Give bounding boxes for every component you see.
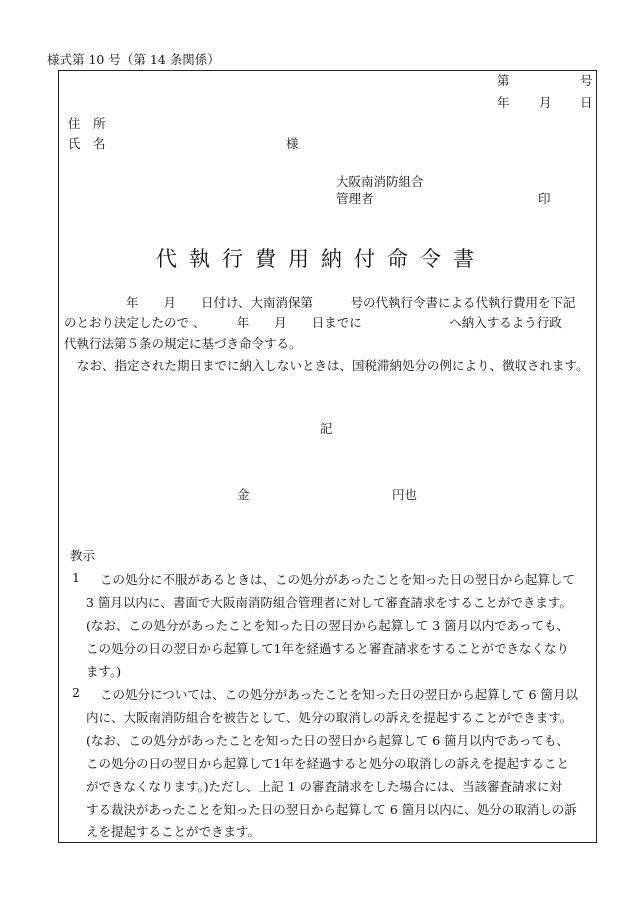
issuer-org: 大阪南消防組合	[336, 174, 424, 189]
notice-item-2-line-1: この処分については、この処分があったことを知った日の翌日から起算して 6 箇月以	[100, 687, 579, 702]
notice-item-1-number: 1	[72, 570, 80, 585]
amount-unit: 円也	[392, 487, 418, 502]
notice-item-1-line-5: ます。)	[86, 664, 122, 679]
issuer-title: 管理者	[336, 191, 374, 206]
notice-item-1-line-3: (なお、この処分があったことを知った日の翌日から起算して 3 箇月以内であっても、	[86, 618, 570, 633]
notice-item-2-line-4: この処分の日の翌日から起算して1年を経過すると処分の取消しの訴えを提起すること	[86, 756, 569, 771]
number-prefix: 第	[497, 73, 510, 88]
body-line-3: 代執行法第５条の規定に基づき命令する。	[64, 336, 302, 351]
address-label: 住 所	[68, 116, 106, 131]
amount-label: 金	[237, 487, 250, 502]
notice-item-2-line-5: ができなくなります。)ただし、上記 1 の審査請求をした場合には、当該審査請求に対	[86, 779, 563, 794]
honorific: 様	[286, 136, 299, 151]
name-label: 氏 名	[68, 136, 106, 151]
notice-item-1-line-1: この処分に不服があるときは、この処分があったことを知った日の翌日から起算して	[100, 572, 575, 587]
notice-item-1-line-2: 3 箇月以内に、書面で大阪南消防組合管理者に対して審査請求をすることができます。	[86, 595, 572, 610]
notice-item-1-line-4: この処分の日の翌日から起算して1年を経過すると審査請求をすることができなくなり	[86, 641, 569, 656]
date-year: 年	[497, 95, 510, 110]
notice-item-2-line-7: えを提起することができます。	[86, 824, 261, 839]
document-frame	[58, 70, 597, 843]
body-line-4: なお、指定された期日までに納入しないときは、国税滞納処分の例により、徴収されます。	[77, 358, 589, 373]
notice-item-2-line-2: 内に、大阪南消防組合を被告として、処分の取消しの訴えを提起することができます。	[86, 710, 573, 725]
document-title: 代執行費用納付命令書	[156, 247, 486, 271]
notice-item-2-line-3: (なお、この処分があったことを知った日の翌日から起算して 6 箇月以内であっても、	[86, 733, 570, 748]
body-line-1: 年 月 日付け、大南消保第 号の代執行令書による代執行費用を下記	[126, 295, 576, 310]
number-suffix: 号	[580, 73, 593, 88]
date-day: 日	[580, 95, 593, 110]
body-line-2: のとおり決定したので 、 年 月 日までに へ納入するよう行政	[64, 315, 562, 330]
form-label: 様式第 10 号（第 14 条関係）	[47, 52, 220, 67]
notice-item-2-line-6: する裁決があったことを知った日の翌日から起算して 6 箇月以内に、処分の取消しの訴	[86, 802, 577, 817]
ki-mark: 記	[320, 421, 333, 436]
seal-mark: 印	[538, 191, 551, 206]
date-month: 月	[539, 95, 552, 110]
notice-heading: 教示	[70, 548, 96, 563]
notice-item-2-number: 2	[72, 685, 80, 700]
